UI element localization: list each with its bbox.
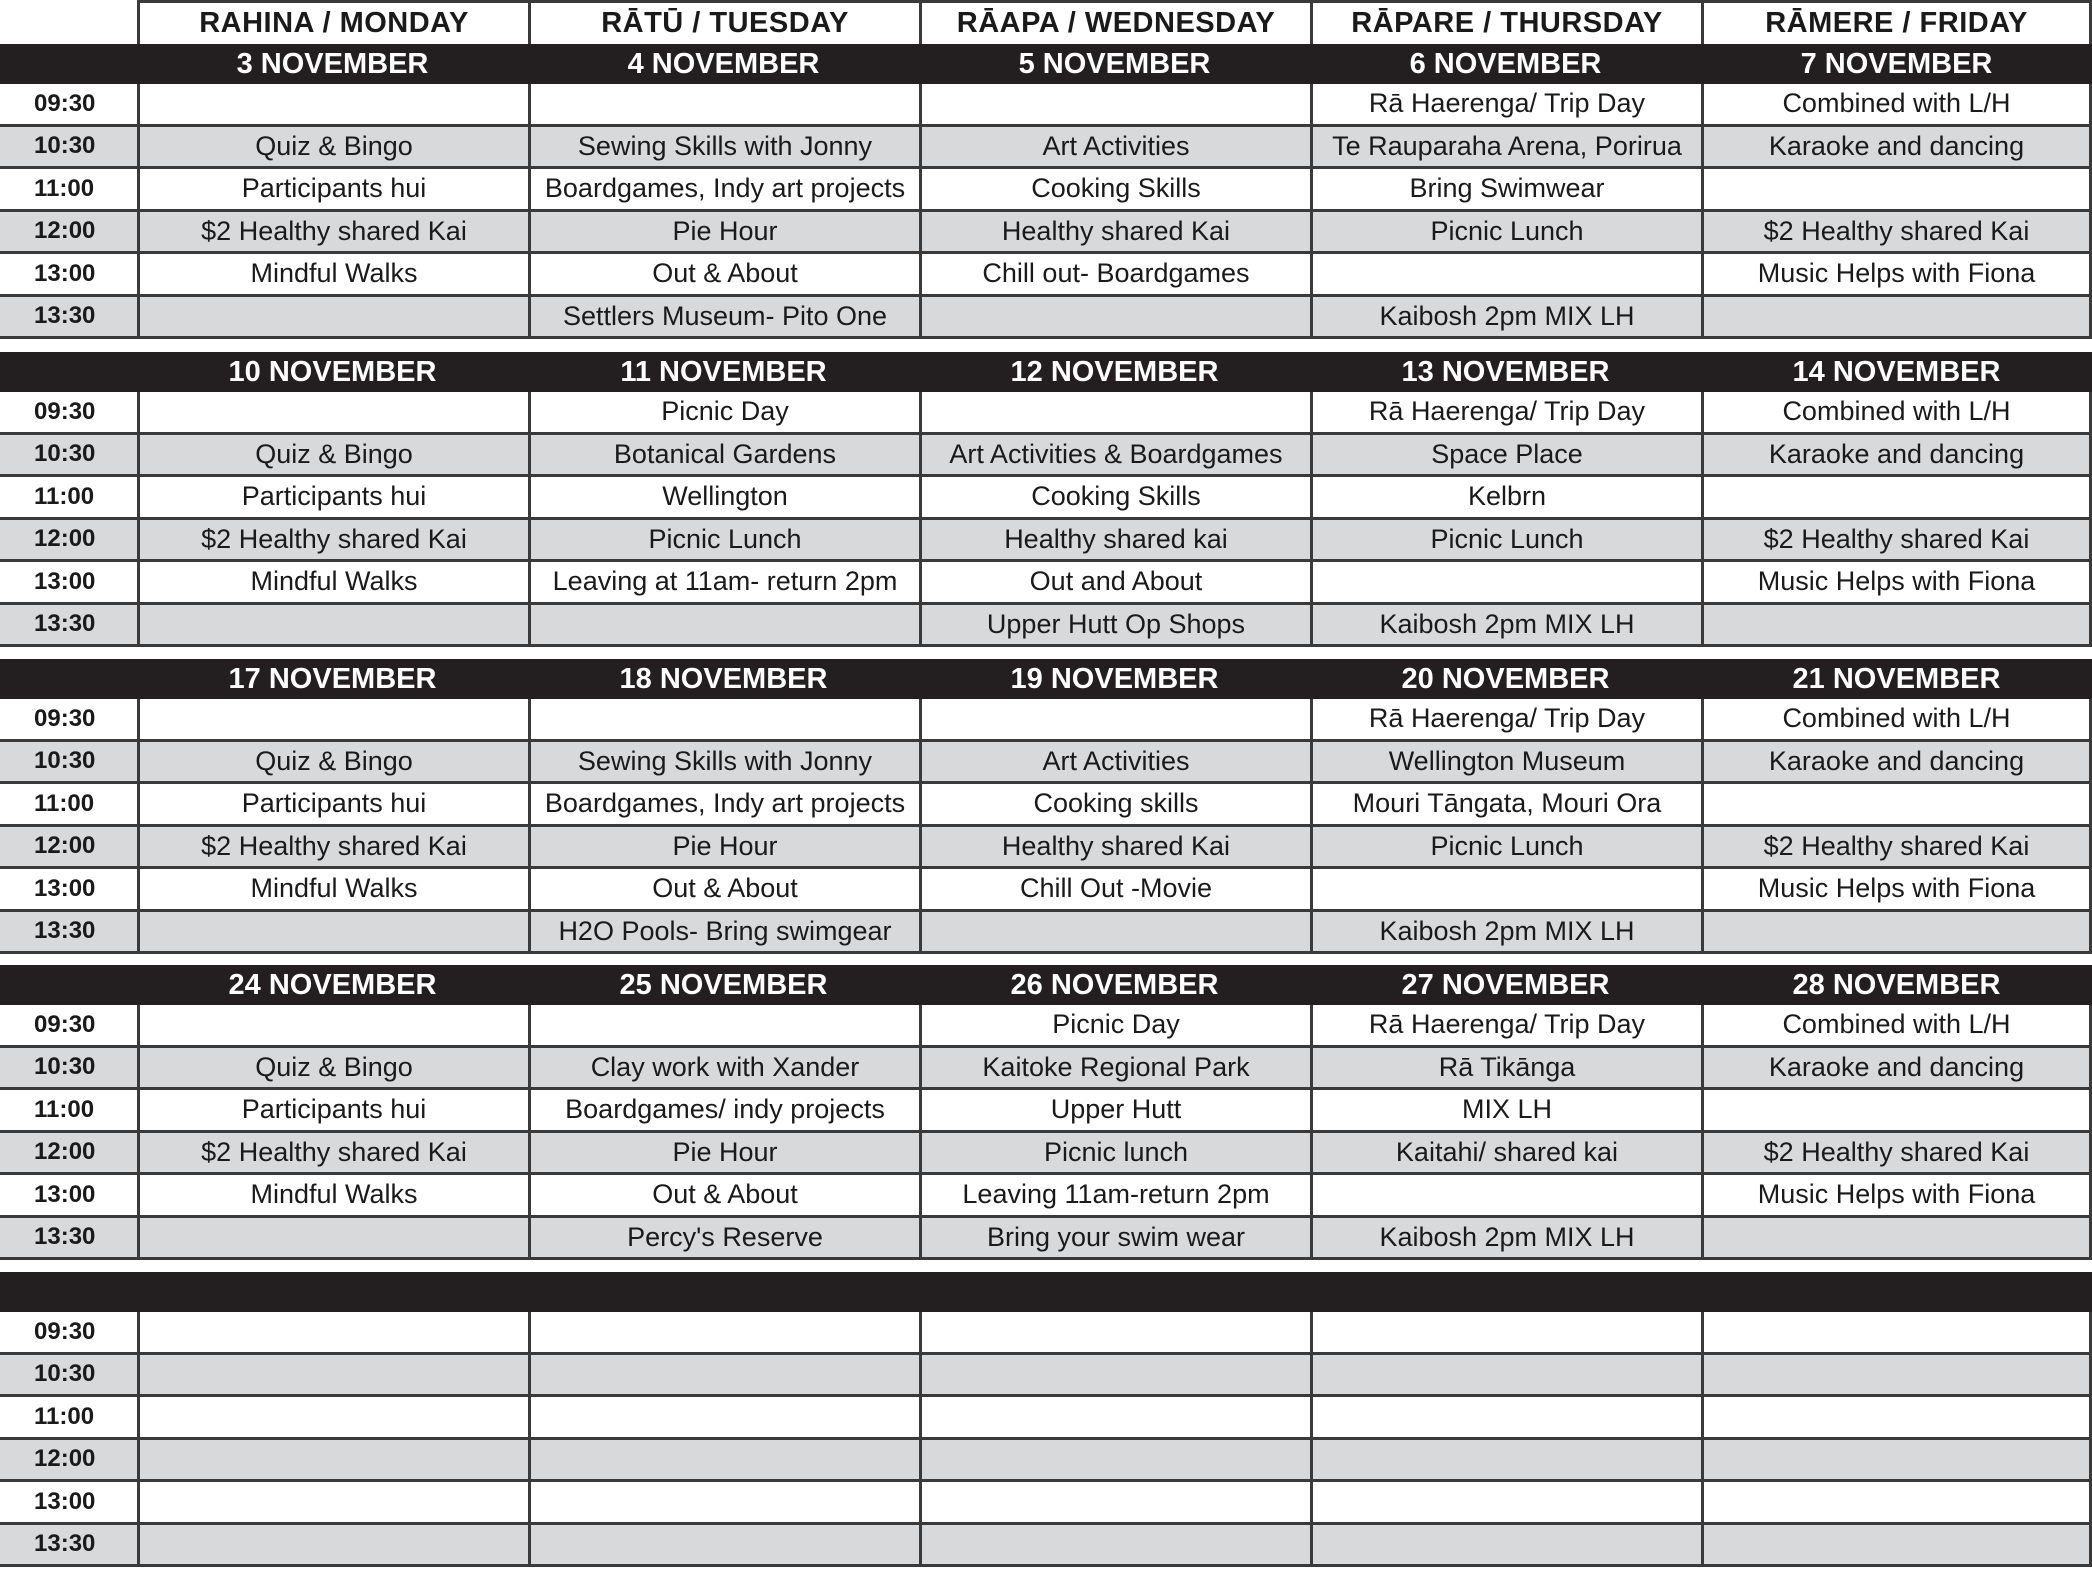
activity-cell-monday [137,1482,528,1522]
activity-cell-wednesday: Leaving 11am-return 2pm [919,1175,1310,1215]
time-slot-row [0,1005,2092,1048]
time-label: 09:30 [34,1317,96,1345]
activity-cell-friday: Music Helps with Fiona [1701,869,2092,909]
activity-cell-tuesday: Pie Hour [528,212,919,252]
activity-cell-thursday: Wellington Museum [1310,742,1701,782]
activity-cell-monday: $2 Healthy shared Kai [137,827,528,867]
activity-cell-friday [1701,605,2092,645]
date-label-tuesday: 25 NOVEMBER [619,968,828,1001]
activity-cell-monday: $2 Healthy shared Kai [137,212,528,252]
activity-cell-tuesday: Picnic Lunch [528,520,919,560]
activity-cell-friday: Music Helps with Fiona [1701,562,2092,602]
activity-cell-wednesday: Cooking Skills [919,169,1310,209]
activity-cell-thursday: Mouri Tāngata, Mouri Ora [1310,784,1701,824]
time-label: 13:00 [34,1487,96,1515]
activity-cell-thursday: Rā Haerenga/ Trip Day [1310,84,1701,124]
activity-cell-friday: $2 Healthy shared Kai [1701,212,2092,252]
activity-cell-thursday: Picnic Lunch [1310,212,1701,252]
date-label-wednesday: 19 NOVEMBER [1010,662,1219,695]
time-label: 12:00 [34,832,96,860]
date-label-wednesday: 12 NOVEMBER [1010,355,1219,388]
time-slot-row [0,212,2092,255]
activity-cell-friday [1701,1090,2092,1130]
header-corner [0,0,137,44]
activity-cell-monday [137,1525,528,1565]
activity-cell-monday: Participants hui [137,784,528,824]
time-slot-row [0,912,2092,955]
time-label: 10:30 [34,132,96,160]
activity-cell-wednesday: Healthy shared kai [919,520,1310,560]
activity-cell-thursday: Rā Haerenga/ Trip Day [1310,392,1701,432]
day-header-tuesday: RĀTŪ / TUESDAY [528,0,919,44]
activity-cell-thursday: Te Rauparaha Arena, Porirua [1310,127,1701,167]
activity-cell-thursday: MIX LH [1310,1090,1701,1130]
activity-cell-thursday [1310,869,1701,909]
activity-cell-monday: Mindful Walks [137,254,528,294]
day-header-monday: RAHINA / MONDAY [137,0,528,44]
activity-cell-monday [137,1397,528,1437]
week-block [0,1272,2092,1567]
activity-cell-monday [137,84,528,124]
activity-cell-monday: Quiz & Bingo [137,742,528,782]
activity-cell-tuesday: Boardgames, Indy art projects [528,784,919,824]
activity-cell-friday [1701,477,2092,517]
activity-cell-thursday: Kaibosh 2pm MIX LH [1310,605,1701,645]
time-slot-row [0,562,2092,605]
activity-cell-monday: Participants hui [137,1090,528,1130]
activity-cell-tuesday: Boardgames, Indy art projects [528,169,919,209]
time-slot-row [0,1175,2092,1218]
activity-cell-friday: Karaoke and dancing [1701,127,2092,167]
date-bar-spacer [0,352,137,392]
time-slot-row [0,699,2092,742]
time-label: 10:30 [34,1053,96,1081]
activity-cell-monday: Quiz & Bingo [137,127,528,167]
time-label: 12:00 [34,217,96,245]
activity-cell-thursday: Kaibosh 2pm MIX LH [1310,297,1701,337]
activity-cell-thursday [1310,562,1701,602]
activity-cell-tuesday: Botanical Gardens [528,435,919,475]
activity-cell-monday: Mindful Walks [137,1175,528,1215]
activity-cell-monday [137,1218,528,1258]
activity-cell-tuesday: Clay work with Xander [528,1048,919,1088]
week-block [0,965,2092,1260]
date-label-thursday: 27 NOVEMBER [1401,968,1610,1001]
date-label-monday: 24 NOVEMBER [228,968,437,1001]
activity-cell-wednesday: Picnic Day [919,1005,1310,1045]
week-date-bar [0,44,2092,84]
activity-cell-wednesday [919,392,1310,432]
time-label: 12:00 [34,1138,96,1166]
time-slot-row [0,1482,2092,1525]
time-slot-row [0,169,2092,212]
activity-cell-wednesday [919,699,1310,739]
activity-cell-wednesday: Chill out- Boardgames [919,254,1310,294]
date-label-monday: 17 NOVEMBER [228,662,437,695]
activity-cell-wednesday: Kaitoke Regional Park [919,1048,1310,1088]
time-slot-row [0,1218,2092,1261]
time-slot-row [0,520,2092,563]
activity-cell-wednesday: Healthy shared Kai [919,827,1310,867]
activity-cell-friday: Music Helps with Fiona [1701,1175,2092,1215]
activity-cell-thursday: Bring Swimwear [1310,169,1701,209]
activity-cell-friday: Combined with L/H [1701,392,2092,432]
activity-cell-thursday: Kelbrn [1310,477,1701,517]
activity-cell-monday: $2 Healthy shared Kai [137,520,528,560]
activity-cell-friday: Combined with L/H [1701,699,2092,739]
activity-cell-wednesday: Art Activities & Boardgames [919,435,1310,475]
date-label-friday: 21 NOVEMBER [1792,662,2001,695]
activity-cell-wednesday: Upper Hutt [919,1090,1310,1130]
activity-cell-tuesday: Out & About [528,254,919,294]
activity-cell-monday [137,1005,528,1045]
time-label: 09:30 [34,89,96,117]
activity-cell-tuesday: Leaving at 11am- return 2pm [528,562,919,602]
activity-cell-thursday [1310,1175,1701,1215]
date-label-thursday: 6 NOVEMBER [1409,47,1602,80]
activity-cell-friday [1701,1440,2092,1480]
activity-cell-tuesday [528,1482,919,1522]
activity-cell-friday [1701,1355,2092,1395]
date-label-friday: 7 NOVEMBER [1800,47,1993,80]
activity-cell-monday [137,1312,528,1352]
activity-cell-monday: Participants hui [137,477,528,517]
activity-cell-tuesday [528,1312,919,1352]
activity-cell-wednesday: Art Activities [919,127,1310,167]
activity-cell-friday [1701,297,2092,337]
activity-cell-tuesday [528,1355,919,1395]
activity-cell-friday [1701,1218,2092,1258]
week-block [0,44,2092,339]
time-slot-row [0,84,2092,127]
date-label-wednesday [919,1272,1310,1312]
activity-cell-wednesday: Cooking Skills [919,477,1310,517]
day-header-wednesday: RĀAPA / WEDNESDAY [919,0,1310,44]
time-label: 13:00 [34,567,96,595]
date-label-tuesday: 4 NOVEMBER [627,47,820,80]
time-label: 10:30 [34,1360,96,1388]
activity-cell-tuesday: Percy's Reserve [528,1218,919,1258]
activity-cell-monday: Quiz & Bingo [137,435,528,475]
time-label: 13:30 [34,302,96,330]
activity-cell-thursday: Rā Haerenga/ Trip Day [1310,1005,1701,1045]
activity-cell-tuesday: Out & About [528,1175,919,1215]
time-slot-row [0,1312,2092,1355]
week-block [0,659,2092,954]
activity-cell-wednesday: Upper Hutt Op Shops [919,605,1310,645]
activity-cell-tuesday: Sewing Skills with Jonny [528,127,919,167]
activity-cell-tuesday: Settlers Museum- Pito One [528,297,919,337]
activity-cell-wednesday [919,1440,1310,1480]
time-slot-row [0,1525,2092,1568]
activity-cell-friday [1701,1312,2092,1352]
activity-cell-friday [1701,1397,2092,1437]
time-slot-row [0,1048,2092,1091]
activity-cell-friday [1701,912,2092,952]
activity-cell-thursday [1310,1355,1701,1395]
activity-cell-friday [1701,784,2092,824]
date-label-wednesday: 5 NOVEMBER [1018,47,1211,80]
activity-cell-monday [137,1440,528,1480]
activity-cell-tuesday: Boardgames/ indy projects [528,1090,919,1130]
time-slot-row [0,127,2092,170]
time-slot-row [0,392,2092,435]
activity-cell-tuesday: Pie Hour [528,1133,919,1173]
activity-cell-monday [137,699,528,739]
time-slot-row [0,297,2092,340]
time-label: 10:30 [34,440,96,468]
time-slot-row [0,254,2092,297]
time-label: 13:30 [34,1223,96,1251]
activity-cell-thursday: Kaitahi/ shared kai [1310,1133,1701,1173]
activity-cell-wednesday [919,84,1310,124]
time-slot-row [0,1355,2092,1398]
time-slot-row [0,1440,2092,1483]
activity-cell-tuesday [528,699,919,739]
activity-cell-wednesday [919,912,1310,952]
time-label: 10:30 [34,747,96,775]
date-label-tuesday: 11 NOVEMBER [620,355,827,388]
activity-cell-monday [137,912,528,952]
activity-cell-tuesday [528,1397,919,1437]
activity-cell-wednesday [919,1312,1310,1352]
date-label-friday: 14 NOVEMBER [1792,355,2001,388]
activity-cell-tuesday: Picnic Day [528,392,919,432]
time-slot-row [0,605,2092,648]
activity-cell-monday: $2 Healthy shared Kai [137,1133,528,1173]
activity-cell-tuesday: Sewing Skills with Jonny [528,742,919,782]
activity-cell-monday: Quiz & Bingo [137,1048,528,1088]
activity-cell-wednesday: Bring your swim wear [919,1218,1310,1258]
date-label-wednesday: 26 NOVEMBER [1010,968,1219,1001]
activity-cell-thursday [1310,1525,1701,1565]
time-label: 11:00 [34,1402,95,1430]
time-slot-row [0,477,2092,520]
time-label: 13:00 [34,874,96,902]
date-label-thursday [1310,1272,1701,1312]
time-label: 13:00 [34,1180,96,1208]
activity-cell-wednesday: Cooking skills [919,784,1310,824]
activity-cell-monday [137,392,528,432]
activity-cell-thursday [1310,1482,1701,1522]
time-slot-row [0,742,2092,785]
activity-cell-wednesday: Healthy shared Kai [919,212,1310,252]
day-header-thursday: RĀPARE / THURSDAY [1310,0,1701,44]
activity-cell-thursday [1310,254,1701,294]
activity-cell-tuesday: Out & About [528,869,919,909]
activity-cell-wednesday [919,1482,1310,1522]
activity-cell-thursday [1310,1397,1701,1437]
activity-cell-friday [1701,169,2092,209]
activity-cell-tuesday [528,84,919,124]
activity-cell-friday: $2 Healthy shared Kai [1701,827,2092,867]
activity-cell-thursday [1310,1312,1701,1352]
time-slot-row [0,827,2092,870]
date-label-monday: 3 NOVEMBER [236,47,429,80]
week-date-bar [0,965,2092,1005]
date-label-friday: 28 NOVEMBER [1792,968,2001,1001]
date-label-tuesday [528,1272,919,1312]
activity-cell-monday: Mindful Walks [137,562,528,602]
time-label: 09:30 [34,1010,96,1038]
activity-cell-wednesday [919,1397,1310,1437]
activity-cell-tuesday: Pie Hour [528,827,919,867]
activity-cell-thursday: Rā Tikānga [1310,1048,1701,1088]
time-slot-row [0,1133,2092,1176]
time-slot-row [0,435,2092,478]
activity-cell-tuesday [528,1005,919,1045]
activity-cell-friday: Karaoke and dancing [1701,435,2092,475]
time-label: 09:30 [34,704,96,732]
activity-cell-tuesday [528,1440,919,1480]
time-label: 12:00 [34,525,96,553]
week-date-bar [0,659,2092,699]
activity-cell-wednesday: Art Activities [919,742,1310,782]
activity-cell-thursday [1310,1440,1701,1480]
activity-cell-thursday: Space Place [1310,435,1701,475]
day-header-friday: RĀMERE / FRIDAY [1701,0,2092,44]
activity-cell-thursday: Rā Haerenga/ Trip Day [1310,699,1701,739]
activity-cell-wednesday [919,297,1310,337]
activity-cell-monday [137,605,528,645]
week-date-bar [0,1272,2092,1312]
activity-cell-monday [137,1355,528,1395]
date-bar-spacer [0,1272,137,1312]
activity-cell-friday: $2 Healthy shared Kai [1701,1133,2092,1173]
time-label: 11:00 [34,1095,95,1123]
activity-cell-thursday: Picnic Lunch [1310,520,1701,560]
date-label-friday [1701,1272,2092,1312]
day-header-row [0,0,2092,44]
activity-cell-friday: Combined with L/H [1701,1005,2092,1045]
activity-cell-tuesday [528,605,919,645]
time-label: 09:30 [34,397,96,425]
time-slot-row [0,784,2092,827]
activity-cell-thursday: Picnic Lunch [1310,827,1701,867]
activity-cell-friday [1701,1482,2092,1522]
date-label-monday: 10 NOVEMBER [228,355,437,388]
activity-cell-friday [1701,1525,2092,1565]
activity-cell-friday: $2 Healthy shared Kai [1701,520,2092,560]
activity-cell-friday: Karaoke and dancing [1701,742,2092,782]
time-label: 13:00 [34,259,96,287]
week-date-bar [0,352,2092,392]
time-label: 11:00 [34,789,95,817]
activity-cell-friday: Combined with L/H [1701,84,2092,124]
activity-cell-monday: Participants hui [137,169,528,209]
time-label: 11:00 [34,174,95,202]
date-bar-spacer [0,44,137,84]
activity-cell-thursday: Kaibosh 2pm MIX LH [1310,912,1701,952]
activity-cell-tuesday: H2O Pools- Bring swimgear [528,912,919,952]
activity-cell-thursday: Kaibosh 2pm MIX LH [1310,1218,1701,1258]
time-slot-row [0,1090,2092,1133]
time-label: 13:30 [34,917,96,945]
activity-cell-wednesday [919,1355,1310,1395]
activity-cell-friday: Music Helps with Fiona [1701,254,2092,294]
activity-cell-wednesday [919,1525,1310,1565]
activity-cell-wednesday: Out and About [919,562,1310,602]
activity-cell-tuesday [528,1525,919,1565]
activity-cell-wednesday: Chill Out -Movie [919,869,1310,909]
time-label: 11:00 [34,482,95,510]
activity-cell-wednesday: Picnic lunch [919,1133,1310,1173]
activity-cell-friday: Karaoke and dancing [1701,1048,2092,1088]
activity-cell-monday: Mindful Walks [137,869,528,909]
activity-cell-monday [137,297,528,337]
time-label: 13:30 [34,1530,96,1558]
time-slot-row [0,1397,2092,1440]
activity-cell-tuesday: Wellington [528,477,919,517]
date-bar-spacer [0,965,137,1005]
date-label-tuesday: 18 NOVEMBER [619,662,828,695]
time-label: 13:30 [34,610,96,638]
date-label-monday [137,1272,528,1312]
date-bar-spacer [0,659,137,699]
time-slot-row [0,869,2092,912]
date-label-thursday: 20 NOVEMBER [1401,662,1610,695]
date-label-thursday: 13 NOVEMBER [1401,355,1610,388]
week-block [0,352,2092,647]
time-label: 12:00 [34,1445,96,1473]
